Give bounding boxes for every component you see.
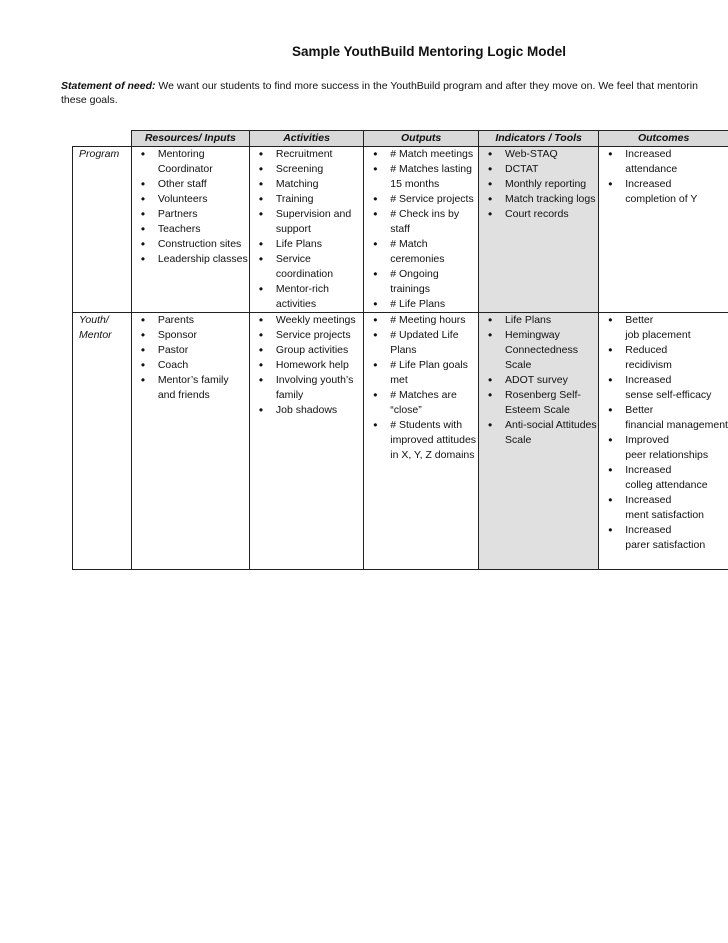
- list-item: • Recruitment: [250, 147, 363, 162]
- list-item: • Other staff: [132, 177, 249, 192]
- cell-activities-youth: [249, 313, 363, 570]
- list-item: • Increased ment satisfaction: [599, 493, 728, 523]
- list-item: • Group activities: [250, 343, 363, 358]
- header-indicators: Indicators / Tools: [479, 131, 599, 147]
- header-outputs: Outputs: [364, 131, 479, 147]
- list-item: • Leadership classes: [132, 252, 249, 267]
- list-item: • Training: [250, 192, 363, 207]
- list-item: • # Match ceremonies: [364, 237, 478, 267]
- list-item: • # Matches are “close”: [364, 388, 478, 418]
- list-item: • Homework help: [250, 358, 363, 373]
- list-item: • Mentoring Coordinator: [132, 147, 249, 177]
- list-item: • Life Plans: [479, 313, 598, 328]
- header-activities: Activities: [249, 131, 363, 147]
- table-row-program: [73, 147, 728, 313]
- list-item: • Hemingway Connectedness Scale: [479, 328, 598, 373]
- header-row: [73, 131, 728, 147]
- cell-resources-youth: [131, 313, 249, 570]
- document-title: Sample YouthBuild Mentoring Logic Model: [292, 44, 566, 59]
- list-item: • Rosenberg Self-Esteem Scale: [479, 388, 598, 418]
- list-item: • # Updated Life Plans: [364, 328, 478, 358]
- list-item: • # Ongoing trainings: [364, 267, 478, 297]
- list-item: • # Meeting hours: [364, 313, 478, 328]
- list-item: • # Match meetings: [364, 147, 478, 162]
- list-item: • Anti-social Attitudes Scale: [479, 418, 598, 448]
- list-item: • Monthly reporting: [479, 177, 598, 192]
- list-item: • Matching: [250, 177, 363, 192]
- list-item: • Partners: [132, 207, 249, 222]
- header-resources: Resources/ Inputs: [131, 131, 249, 147]
- list-item: • Sponsor: [132, 328, 249, 343]
- statement-text-line2: these goals.: [61, 94, 118, 106]
- cell-outputs-youth: [364, 313, 479, 570]
- list-item: • Job shadows: [250, 403, 363, 418]
- list-item: • Pastor: [132, 343, 249, 358]
- list-item: • Improved peer relationships: [599, 433, 728, 463]
- list-item: • Construction sites: [132, 237, 249, 252]
- header-outcomes: Outcomes: [599, 131, 728, 147]
- cell-outcomes-program: [599, 147, 728, 313]
- list-item: • Reduced recidivism: [599, 343, 728, 373]
- cell-outputs-program: [364, 147, 479, 313]
- statement-of-need: [61, 79, 728, 107]
- list-item: • Life Plans: [250, 237, 363, 252]
- list-item: • Weekly meetings: [250, 313, 363, 328]
- list-item: • # Students with improved attitudes in X, Y, Z domains: [364, 418, 478, 463]
- list-item: • Match tracking logs: [479, 192, 598, 207]
- list-item: • Increased completion of Y: [599, 177, 728, 207]
- list-item: • Better financial management: [599, 403, 728, 433]
- cell-indicators-program: [479, 147, 599, 313]
- list-item: • # Life Plans: [364, 297, 478, 312]
- row-label-youth-mentor: Youth/ Mentor: [73, 313, 132, 570]
- statement-text-line1: We want our students to find more success in the YouthBuild program and after they move on. We feel that mentorin: [155, 80, 698, 92]
- list-item: • DCTAT: [479, 162, 598, 177]
- list-item: • Mentor-rich activities: [250, 282, 363, 312]
- cell-activities-program: [249, 147, 363, 313]
- list-item: • Better job placement: [599, 313, 728, 343]
- header-blank: [73, 131, 132, 147]
- cell-outcomes-youth: [599, 313, 728, 570]
- list-item: • Service projects: [250, 328, 363, 343]
- list-item: • Screening: [250, 162, 363, 177]
- cell-indicators-youth: [479, 313, 599, 570]
- list-item: • Increased parer satisfaction: [599, 523, 728, 553]
- list-item: • # Service projects: [364, 192, 478, 207]
- list-item: • Increased colleg attendance: [599, 463, 728, 493]
- list-item: • Mentor’s family and friends: [132, 373, 249, 403]
- list-item: • Increased attendance: [599, 147, 728, 177]
- list-item: • Increased sense self-efficacy: [599, 373, 728, 403]
- list-item: • Teachers: [132, 222, 249, 237]
- row-label-program: Program: [73, 147, 132, 313]
- table-row-youth-mentor: [73, 313, 728, 570]
- list-item: • # Life Plan goals met: [364, 358, 478, 388]
- statement-label: Statement of need:: [61, 80, 156, 92]
- list-item: • ADOT survey: [479, 373, 598, 388]
- list-item: • Web-STAQ: [479, 147, 598, 162]
- list-item: • Court records: [479, 207, 598, 222]
- list-item: • # Matches lasting 15 months: [364, 162, 478, 192]
- list-item: • # Check ins by staff: [364, 207, 478, 237]
- list-item: • Coach: [132, 358, 249, 373]
- list-item: • Involving youth’s family: [250, 373, 363, 403]
- list-item: • Supervision and support: [250, 207, 363, 237]
- logic-model-table: [72, 130, 728, 570]
- list-item: • Service coordination: [250, 252, 363, 282]
- list-item: • Parents: [132, 313, 249, 328]
- list-item: • Volunteers: [132, 192, 249, 207]
- cell-resources-program: [131, 147, 249, 313]
